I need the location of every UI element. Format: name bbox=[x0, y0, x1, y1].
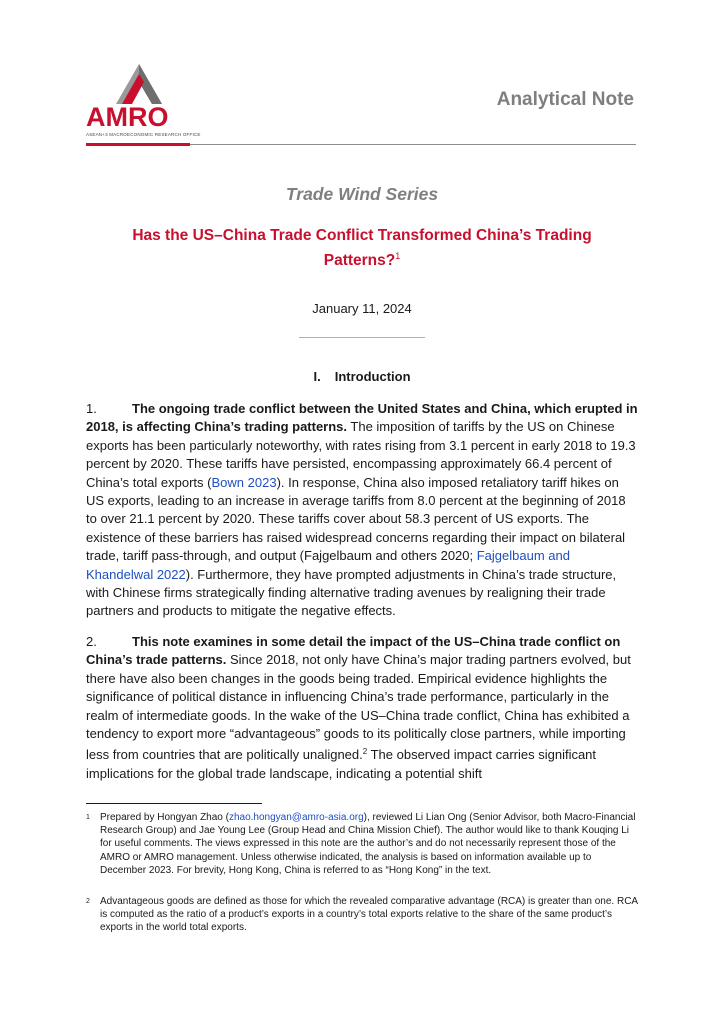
paragraph-lead: This note examines in some detail the impact of the US–China trade conflict on China’s trade patterns. bbox=[86, 634, 621, 668]
footnote-text: Advantageous goods are defined as those for which the revealed comparative advantage (RCA) is greater than one. RCA is computed as the ratio of a product’s exports in a country’s total exports relative to the share of the same product’s exports in the world total exports. bbox=[100, 896, 638, 934]
header-divider-accent bbox=[86, 143, 190, 146]
footnote-text-part: ), reviewed Li Lian Ong (Senior Advisor, both Macro-Financial Research Group) and Jae Young Lee (Group Head and China Mission Chief). The author would like to thank Kouqing Li for useful comments. The views expressed in this note are the author’s and do not necessarily represent those of the AMRO or AMRO management. Unless otherwise indicated, the analysis is based on information available up to December 2023. For brevity, Hong Kong, China is referred to as “Hong Kong” in the text. bbox=[100, 812, 636, 876]
footnote-number: 2 bbox=[86, 898, 90, 905]
paragraph-1 bbox=[86, 400, 638, 621]
author-email-link[interactable]: zhao.hongyan@amro-asia.org bbox=[228, 812, 364, 823]
paragraph-text: Since 2018, not only have China’s major trading partners evolved, but there have also been changes in the goods being traded. Empirical evidence highlights the significance of political distance in influencing China’s trade performance, particularly in the realm of intermediate goods. In the wake of the US–China trade conflict, China has exhibited a tendency to export more “advantageous” goods to its politically close partners, while importing less from countries that are politically unaligned. bbox=[86, 652, 631, 763]
section-title: Introduction bbox=[334, 369, 411, 384]
footnote-mark[interactable]: 2 bbox=[362, 747, 368, 757]
footnote-divider bbox=[86, 803, 262, 804]
citation-link-fajgelbaum[interactable]: Fajgelbaum and Khandelwal 2022 bbox=[86, 548, 570, 582]
section-heading bbox=[0, 369, 724, 384]
document-title bbox=[100, 226, 624, 271]
header-divider bbox=[190, 144, 636, 145]
title-footnote-mark[interactable]: 1 bbox=[395, 251, 401, 261]
amro-logo bbox=[86, 64, 201, 138]
paragraph-lead: The ongoing trade conflict between the United States and China, which erupted in 2018, is affecting China’s trading patterns. bbox=[86, 401, 638, 435]
footnote-text-part: Prepared by Hongyan Zhao ( bbox=[100, 812, 229, 823]
footnote-number: 1 bbox=[86, 814, 90, 821]
paragraph-number: 1. bbox=[86, 401, 97, 416]
citation-link-bown[interactable]: Bown 2023 bbox=[211, 474, 277, 490]
series-name: Trade Wind Series bbox=[285, 184, 439, 204]
paragraph-number: 2. bbox=[86, 634, 97, 649]
logo-subtitle: ASEAN+3 MACROECONOMIC RESEARCH OFFICE bbox=[86, 132, 201, 137]
footnote-text bbox=[100, 811, 638, 877]
paragraph-text: The observed impact carries significant implications for the global trade landscape, indicating a potential shift bbox=[86, 747, 597, 781]
section-number: I. bbox=[313, 369, 321, 384]
paragraph-text: The imposition of tariffs by the US on Chinese exports has been particularly noteworthy, with rates rising from 3.1 percent in early 2018 to 19.3 percent by 2020. These tariffs have persisted, encompassing approximately 66.4 percent of China’s total exports ( bbox=[86, 419, 636, 490]
paragraph-text: ). Furthermore, they have prompted adjustments in China’s trade structure, with Chinese firms strategically finding alternative trading avenues by realigning their trade partners and products to mitigate the negative effects. bbox=[86, 566, 617, 619]
paragraph-text: ). In response, China also imposed retaliatory tariff hikes on US exports, leading to an increase in average tariffs from 8.0 percent at the beginning of 2018 to over 21.1 percent by 2020. These tariffs cover about 58.3 percent of US exports. The existence of these barriers has raised widespread concerns regarding their impact on bilateral trade, tariff pass-through, and output (Fajgelbaum and others 2020; bbox=[86, 474, 626, 564]
logo-mark-icon bbox=[108, 64, 170, 104]
date-divider bbox=[299, 337, 425, 338]
footnote-1 bbox=[86, 811, 638, 877]
footnote-2 bbox=[86, 895, 638, 935]
logo-wordmark: AMRO bbox=[86, 102, 169, 132]
paragraph-2 bbox=[86, 633, 638, 783]
publication-date: January 11, 2024 bbox=[312, 301, 412, 316]
title-text: Has the US–China Trade Conflict Transformed China’s Trading Patterns? bbox=[132, 227, 592, 269]
note-type-label: Analytical Note bbox=[496, 89, 634, 110]
